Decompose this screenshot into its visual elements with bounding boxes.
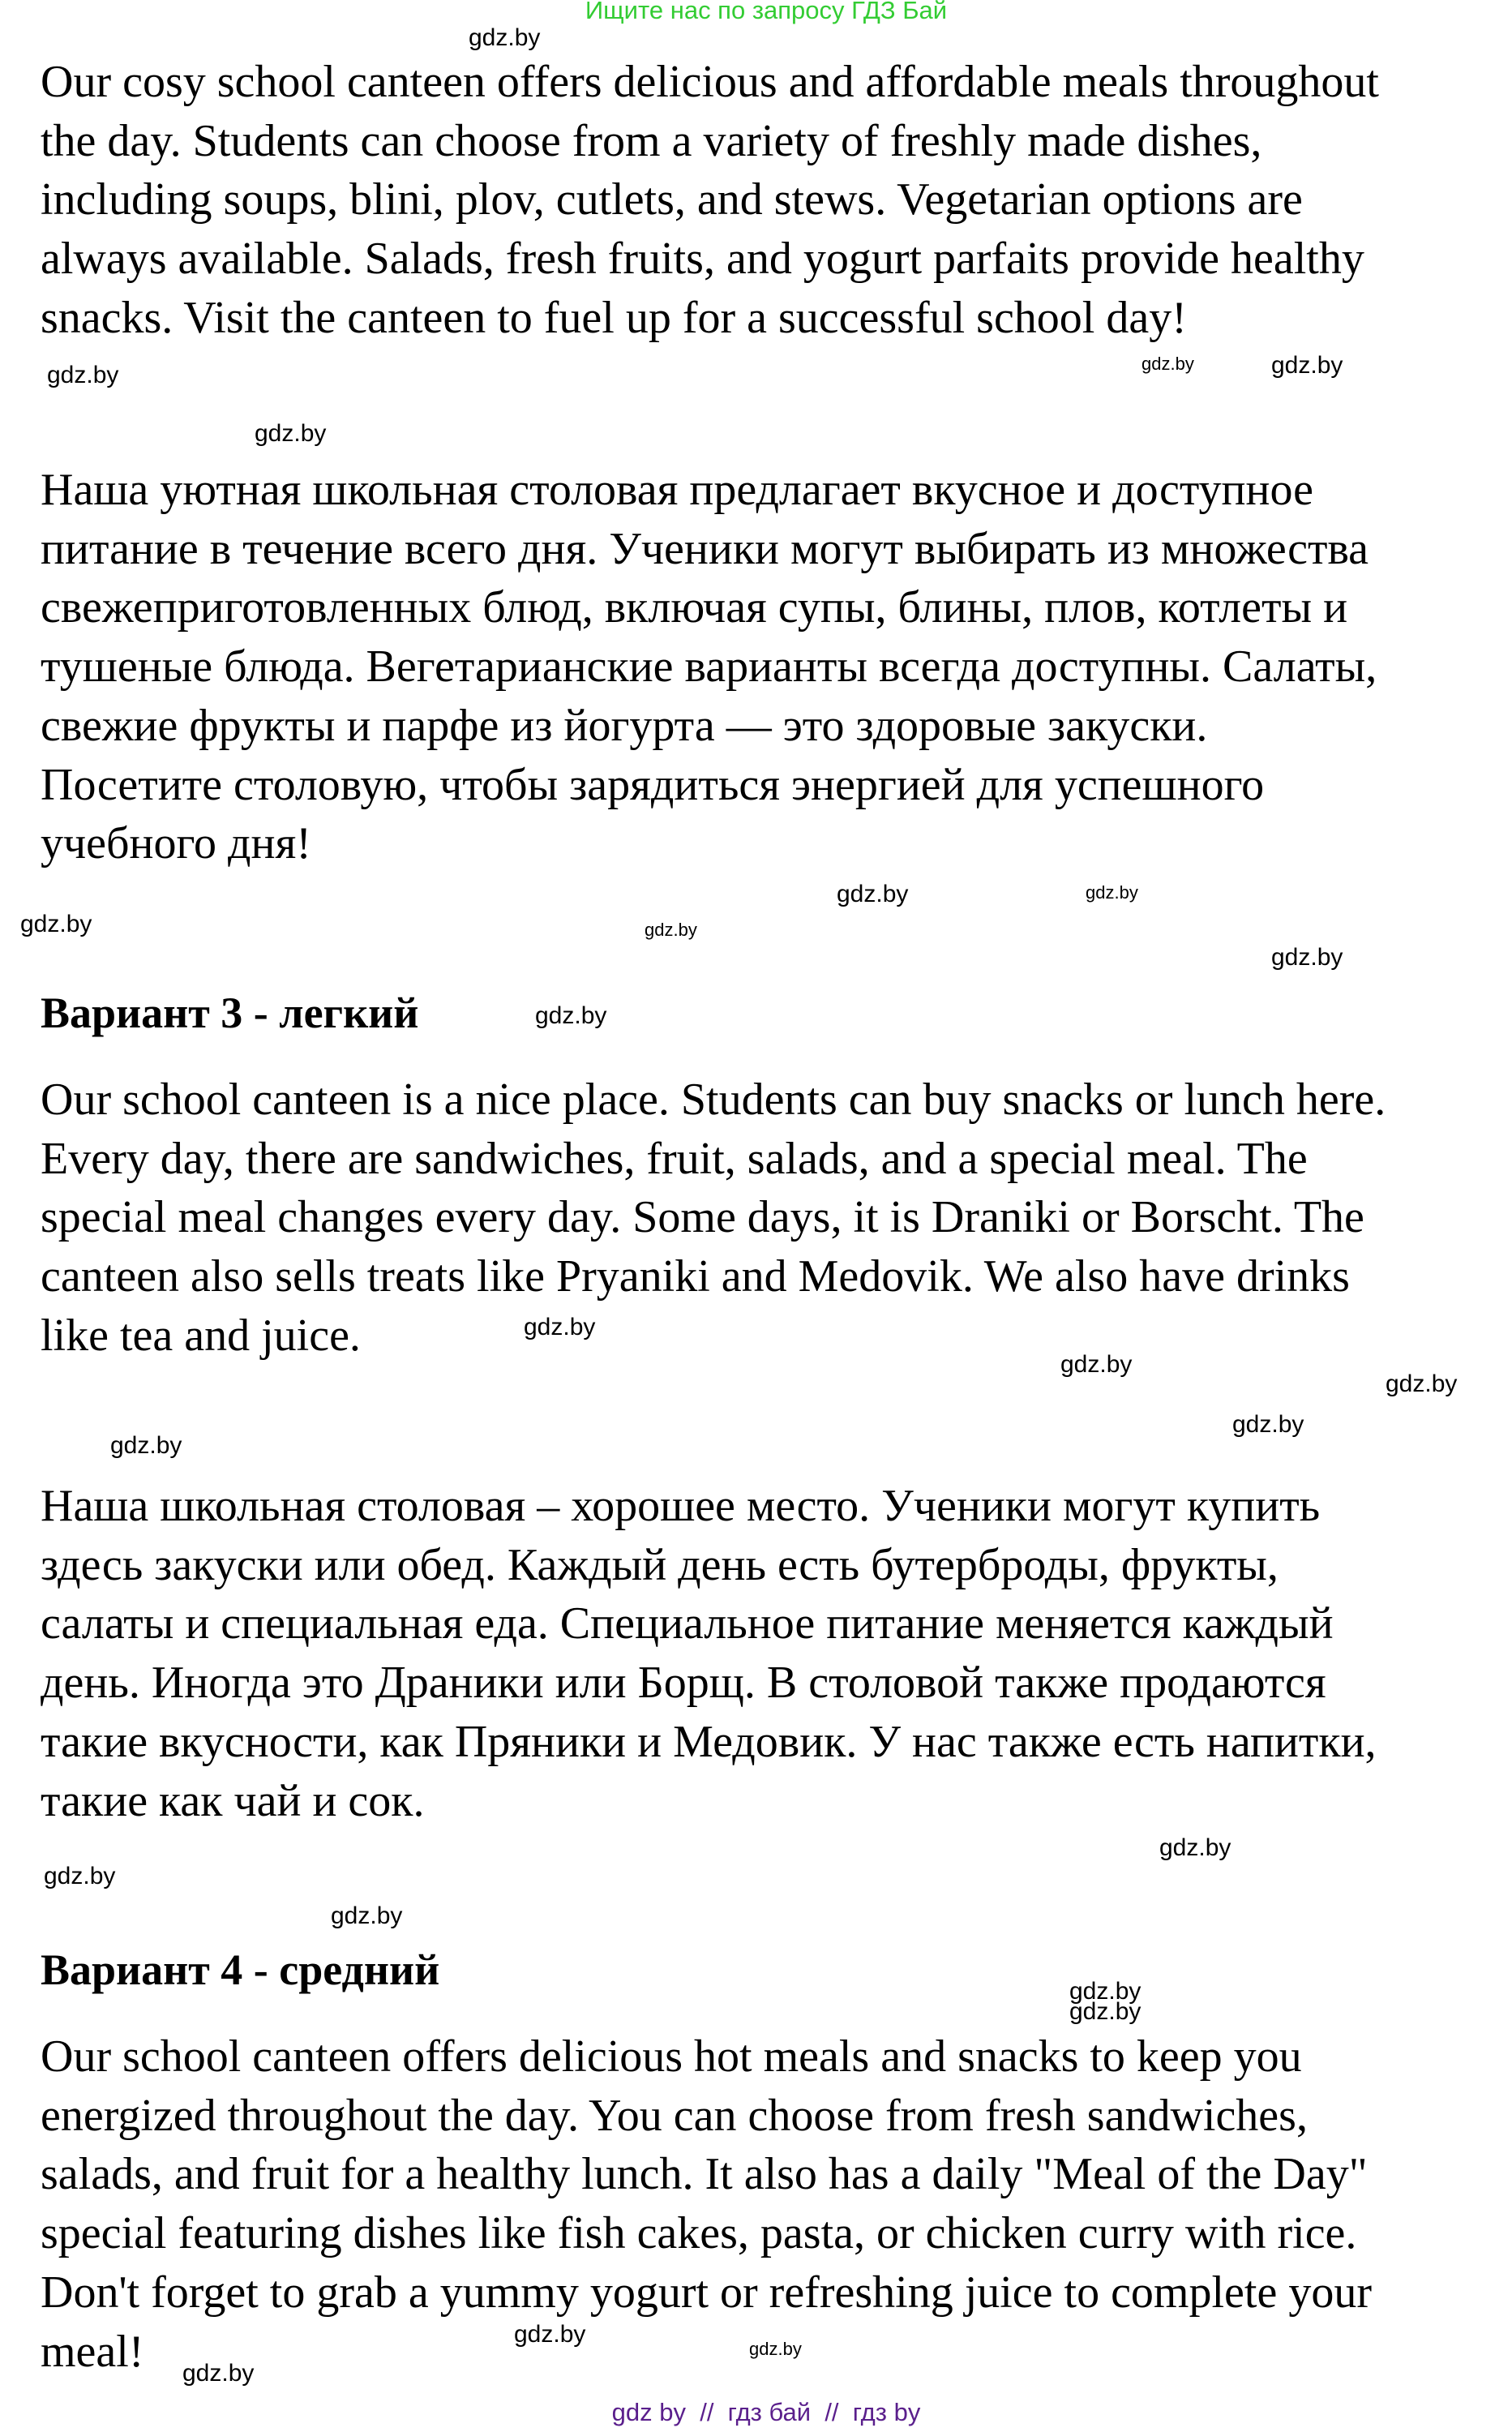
watermark: gdz.by	[110, 1432, 182, 1459]
text-line: свежие фрукты и парфе из йогурта — это здоровые закуски.	[41, 700, 1208, 751]
text-line: including soups, blini, plov, cutlets, and stews. Vegetarian options are	[41, 174, 1303, 225]
watermark: gdz.by	[749, 2339, 802, 2359]
watermark: gdz.by	[1271, 944, 1343, 971]
text-line: canteen also sells treats like Pryaniki and Medovik. We also have drinks	[41, 1251, 1350, 1302]
text-line: Don't forget to grab a yummy yogurt or refreshing juice to complete your	[41, 2267, 1372, 2318]
watermark: gdz.by	[535, 1002, 607, 1029]
watermark: gdz.by	[255, 420, 327, 447]
watermark: gdz.by	[1060, 1351, 1133, 1378]
text-line: meal!	[41, 2326, 144, 2377]
paragraph-russian-variant2	[41, 461, 1377, 873]
text-line: always available. Salads, fresh fruits, and yogurt parfaits provide healthy	[41, 234, 1364, 285]
text-line: special meal changes every day. Some days, it is Draniki or Borscht. The	[41, 1192, 1364, 1243]
watermark: gdz.by	[47, 362, 119, 388]
text-line: учебного дня!	[41, 818, 311, 869]
text-line: the day. Students can choose from a variety of freshly made dishes,	[41, 115, 1262, 166]
text-line: special featuring dishes like fish cakes, pasta, or chicken curry with rice.	[41, 2208, 1357, 2259]
watermark: gdz.by	[44, 1863, 116, 1889]
watermark: gdz.by	[1141, 354, 1194, 374]
heading-variant-4: Вариант 4 - средний	[41, 1945, 440, 1994]
text-line: тушеные блюда. Вегетарианские варианты всегда доступны. Салаты,	[41, 641, 1377, 693]
paragraph-russian-variant3	[41, 1477, 1377, 1830]
text-line: like tea and juice.	[41, 1310, 361, 1361]
text-line: питание в течение всего дня. Ученики могут выбирать из множества	[41, 523, 1369, 574]
text-line: Our school canteen offers delicious hot meals and snacks to keep you	[41, 2031, 1302, 2082]
text-line: salads, and fruit for a healthy lunch. It also has a daily "Meal of the Day"	[41, 2149, 1368, 2200]
text-line: Every day, there are sandwiches, fruit, salads, and a special meal. The	[41, 1133, 1308, 1184]
watermark: gdz.by	[1386, 1370, 1458, 1397]
watermark: gdz.by	[1232, 1411, 1304, 1438]
text-line: Наша уютная школьная столовая предлагает вкусное и доступное	[41, 465, 1314, 515]
paragraph-english-variant2	[41, 53, 1379, 348]
watermark: gdz.by	[182, 2360, 255, 2387]
paragraph-english-variant3	[41, 1070, 1386, 1366]
text-line: такие как чай и сок.	[41, 1775, 425, 1826]
watermark: gdz.by	[645, 920, 697, 940]
text-line: Наша школьная столовая – хорошее место. Ученики могут купить	[41, 1481, 1321, 1531]
watermark: gdz.by	[1069, 1998, 1141, 2025]
text-line: такие вкусности, как Пряники и Медовик. У нас также есть напитки,	[41, 1716, 1377, 1767]
text-line: здесь закуски или обед. Каждый день есть бутерброды, фрукты,	[41, 1539, 1279, 1590]
text-line: energized throughout the day. You can choose from fresh sandwiches,	[41, 2090, 1308, 2141]
text-line: Our cosy school canteen offers delicious and affordable meals throughout	[41, 57, 1379, 107]
watermark: gdz.by	[1069, 1978, 1141, 2005]
watermark: gdz.by	[1271, 352, 1343, 379]
watermark: gdz.by	[524, 1314, 596, 1340]
header-banner: Ищите нас по запросу ГДЗ Бай	[585, 0, 948, 24]
text-line: Посетите столовую, чтобы зарядиться энергией для успешного	[41, 759, 1265, 810]
watermark: gdz.by	[1086, 882, 1138, 903]
footer-banner: gdz by // гдз бай // гдз by	[611, 2398, 921, 2426]
watermark: gdz.by	[1159, 1834, 1231, 1861]
text-line: Our school canteen is a nice place. Students can buy snacks or lunch here.	[41, 1074, 1386, 1125]
watermark: gdz.by	[837, 881, 909, 907]
text-line: свежеприготовленных блюд, включая супы, блины, плов, котлеты и	[41, 582, 1348, 633]
watermark: gdz.by	[469, 24, 541, 51]
watermark: gdz.by	[514, 2321, 586, 2348]
paragraph-english-variant4	[41, 2027, 1372, 2381]
text-line: салаты и специальная еда. Специальное питание меняется каждый	[41, 1598, 1334, 1649]
watermark: gdz.by	[20, 911, 92, 937]
text-line: snacks. Visit the canteen to fuel up for a successful school day!	[41, 292, 1187, 343]
heading-variant-3: Вариант 3 - легкий	[41, 989, 419, 1037]
watermark: gdz.by	[331, 1902, 403, 1929]
text-line: день. Иногда это Драники или Борщ. В столовой также продаются	[41, 1658, 1326, 1709]
